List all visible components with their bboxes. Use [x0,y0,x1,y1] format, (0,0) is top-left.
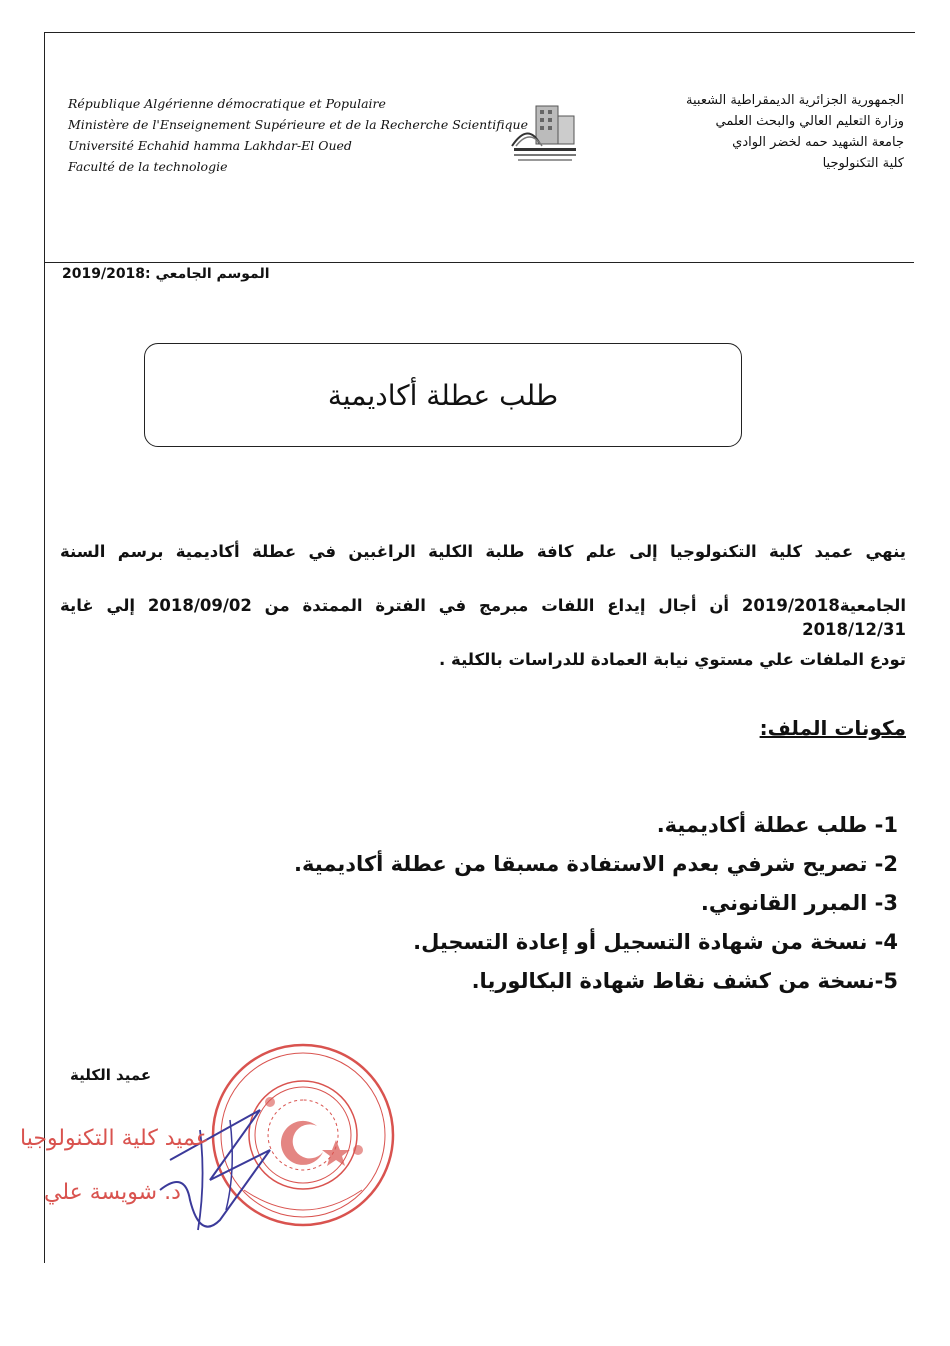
header-divider [44,262,914,263]
stamp-dean-title: عميد كلية التكنولوجيا [20,1126,209,1151]
list-item: 5-نسخة من كشف نقاط شهادة البكالوريا. [471,969,898,993]
list-item: 3- المبرر القانوني. [700,891,898,915]
document-title: طلب عطلة أكاديمية [327,378,559,412]
list-item: 2- تصريح شرفي بعدم الاستفادة مسبقا من عطلة أكاديمية. [294,852,898,876]
fr-header-line: Ministère de l'Enseignement Supérieure et de la Recherche Scientifique [68,117,529,132]
fr-header-line: Université Echahid hamma Lakhdar-El Oued [68,138,352,153]
ar-header-line: جامعة الشهيد حمه لخضر الوادي [732,135,904,150]
university-logo-icon [506,100,584,170]
body-paragraph-line-2: الجامعية2019/2018 أن أجال إيداع اللفات مبرمج في الفترة الممتدة من 2018/09/02 إلي غاية 2018/12/31 [60,596,907,639]
file-components-heading: مكونات الملف: [759,716,906,740]
body-paragraph-line-1: ينهي عميد كلية التكنولوجيا إلى علم كافة طلبة الكلية الراغبين في عطلة أكاديمية برسم السنة [60,542,906,561]
stamp-dean-name: د. شويسة علي [44,1180,181,1205]
academic-season: الموسم الجامعي :2019/2018 [62,266,270,282]
list-item: 1- طلب عطلة أكاديمية. [656,813,898,837]
ar-header-line: وزارة التعليم العالي والبحث العلمي [715,114,904,129]
title-box [144,343,742,447]
dean-label: عميد الكلية [70,1066,152,1084]
fr-header-line: République Algérienne démocratique et Populaire [68,96,386,111]
list-item: 4- نسخة من شهادة التسجيل أو إعادة التسجيل. [413,930,898,954]
french-header [68,93,529,177]
arabic-header [584,90,904,174]
body-paragraph-line-3: تودع الملفات علي مستوي نيابة العمادة للدراسات بالكلية . [439,650,906,669]
ar-header-line: كلية التكنولوجيا [822,156,904,171]
handwritten-signature-icon [140,1090,280,1240]
ar-header-line: الجمهورية الجزائرية الديمقراطية الشعبية [686,93,904,108]
fr-header-line: Faculté de la technologie [68,159,228,174]
file-components-list [78,806,898,1001]
